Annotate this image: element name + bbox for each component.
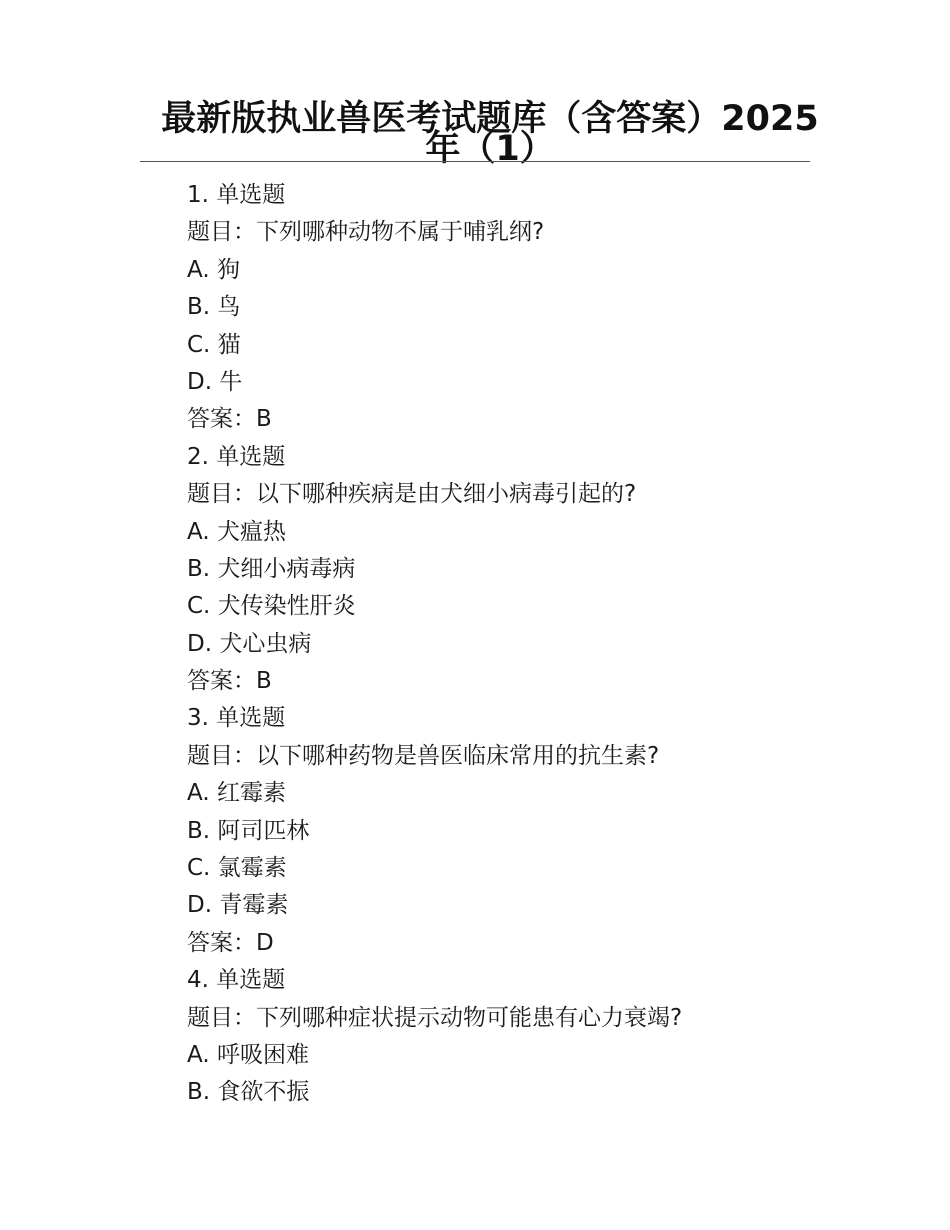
answer-line: 答案：B — [187, 406, 272, 433]
question-number: 4. 单选题 — [187, 967, 286, 994]
option-a: A. 狗 — [187, 256, 240, 283]
question-list — [187, 177, 827, 1112]
question-3 — [187, 700, 827, 962]
option-b: B. 阿司匹林 — [187, 817, 310, 844]
option-a: A. 呼吸困难 — [187, 1041, 309, 1068]
question-4 — [187, 962, 827, 1112]
document-title: 最新版执业兽医考试题库（含答案）2025年（1） — [161, 99, 819, 169]
question-stem: 题目：下列哪种动物不属于哺乳纲? — [187, 219, 545, 246]
answer-line: 答案：D — [187, 929, 274, 956]
option-c: C. 氯霉素 — [187, 855, 287, 882]
question-number: 3. 单选题 — [187, 705, 286, 732]
option-d: D. 牛 — [187, 368, 243, 395]
option-b: B. 犬细小病毒病 — [187, 555, 356, 582]
option-b: B. 食欲不振 — [187, 1079, 310, 1106]
option-d: D. 犬心虫病 — [187, 630, 312, 657]
option-c: C. 犬传染性肝炎 — [187, 593, 356, 620]
question-stem: 题目：以下哪种药物是兽医临床常用的抗生素? — [187, 742, 660, 769]
question-number: 1. 单选题 — [187, 182, 286, 208]
title-underline — [140, 161, 810, 162]
question-stem: 题目：下列哪种症状提示动物可能患有心力衰竭? — [187, 1004, 683, 1031]
option-d: D. 青霉素 — [187, 892, 289, 919]
option-b: B. 鸟 — [187, 294, 241, 321]
question-1 — [187, 177, 827, 439]
answer-line: 答案：B — [187, 668, 272, 695]
option-a: A. 红霉素 — [187, 780, 286, 807]
option-a: A. 犬瘟热 — [187, 518, 286, 545]
question-number: 2. 单选题 — [187, 443, 286, 470]
question-2 — [187, 439, 827, 701]
question-stem: 题目：以下哪种疾病是由犬细小病毒引起的? — [187, 481, 637, 508]
option-c: C. 猫 — [187, 331, 241, 358]
